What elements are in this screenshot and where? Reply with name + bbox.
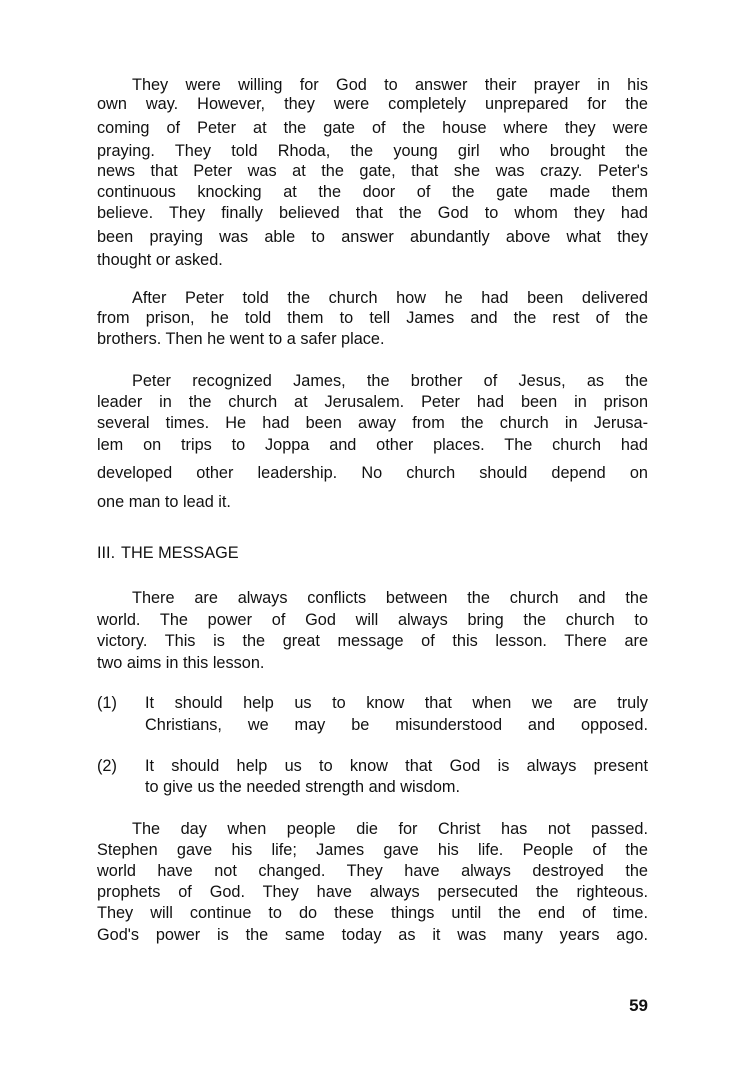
paragraph-line: one man to lead it. [97,493,231,511]
paragraph-line: There are always conflicts between the church and the [132,589,648,607]
paragraph-line: thought or asked. [97,251,223,269]
paragraph-line: The day when people die for Christ has not passed. [132,820,648,838]
paragraph-line: prophets of God. They have always persecuted the righteous. [97,883,648,901]
page-number: 59 [629,996,648,1015]
paragraph-line: They will continue to do these things until the end of time. [97,904,648,922]
paragraph-line: Stephen gave his life; James gave his life. People of the [97,841,648,859]
paragraph-line: coming of Peter at the gate of the house where they were [97,119,648,137]
paragraph-line: world. The power of God will always bring the church to [97,611,648,629]
aim-line: It should help us to know that God is always present [145,757,648,775]
paragraph-line: continuous knocking at the door of the gate made them [97,183,648,201]
paragraph-line: news that Peter was at the gate, that she was crazy. Peter's [97,162,648,180]
paragraph-line: praying. They told Rhoda, the young girl who brought the [97,142,648,160]
paragraph-line: been praying was able to answer abundantly above what they [97,228,648,246]
paragraph-line: lem on trips to Joppa and other places. The church had [97,436,648,454]
paragraph-line: God's power is the same today as it was many years ago. [97,926,648,944]
paragraph-line: They were willing for God to answer their prayer in his [132,76,648,94]
paragraph-line: After Peter told the church how he had been delivered [132,289,648,307]
paragraph-line: brothers. Then he went to a safer place. [97,330,385,348]
paragraph-line: developed other leadership. No church should depend on [97,464,648,482]
paragraph-line: Peter recognized James, the brother of Jesus, as the [132,372,648,390]
section-number: III. [97,544,116,562]
paragraph-line: two aims in this lesson. [97,654,265,672]
aim-line: Christians, we may be misunderstood and opposed. [145,716,648,734]
aim-number: (1) [97,694,117,712]
paragraph-line: world have not changed. They have always destroyed the [97,862,648,880]
aim-number: (2) [97,757,117,775]
paragraph-line: own way. However, they were completely unprepared for the [97,95,648,113]
paragraph-line: from prison, he told them to tell James and the rest of the [97,309,648,327]
paragraph-line: several times. He had been away from the church in Jerusa- [97,414,648,432]
aim-line: to give us the needed strength and wisdom. [145,778,460,796]
paragraph-line: leader in the church at Jerusalem. Peter had been in prison [97,393,648,411]
paragraph-line: victory. This is the great message of this lesson. There are [97,632,648,650]
aim-line: It should help us to know that when we are truly [145,694,648,712]
section-title: THE MESSAGE [121,544,239,562]
paragraph-line: believe. They finally believed that the God to whom they had [97,204,648,222]
